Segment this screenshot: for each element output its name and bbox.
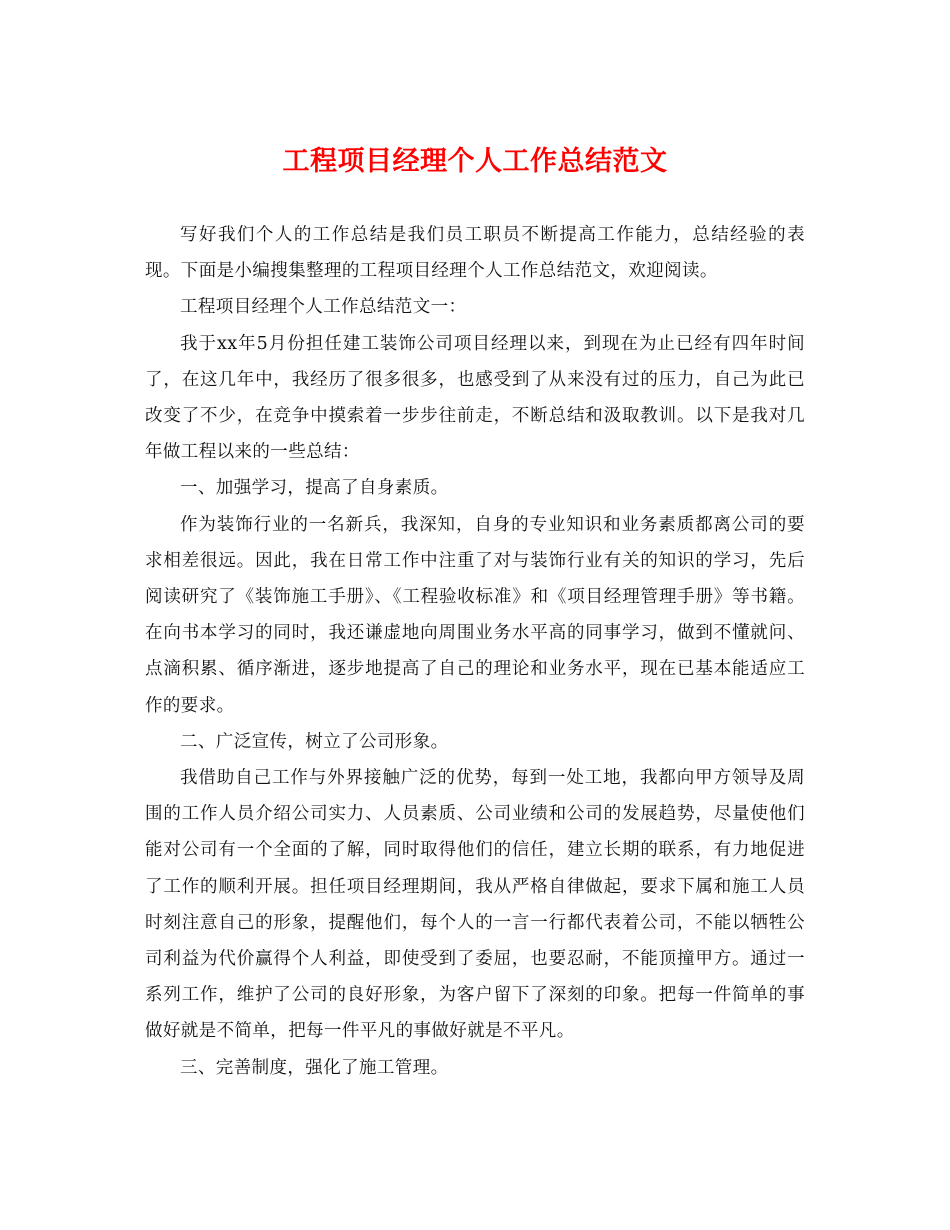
section-heading-2: 二、广泛宣传，树立了公司形象。 [180,731,449,752]
paragraph-heading-sample-one: 工程项目经理个人工作总结范文一： [180,297,467,318]
document-body [145,217,805,1086]
paragraph-intro: 写好我们个人的工作总结是我们员工职员不断提高工作能力，总结经验的表现。下面是小编搜集整理的工程项目经理个人工作总结范文，欢迎阅读。 [145,225,805,282]
paragraph-section-1: 作为装饰行业的一名新兵，我深知，自身的专业知识和业务素质都离公司的要求相差很远。因此，我在日常工作中注重了对与装饰行业有关的知识的学习，先后阅读研究了《装饰施工手册》、《工程验收标准》和《项目经理管理手册》等书籍。在向书本学习的同时，我还谦虚地向周围业务水平高的同事学习，做到不懂就问、点滴积累、循序渐进，逐步地提高了自己的理论和业务水平，现在已基本能适应工作的要求。 [145,514,805,716]
section-heading-1: 一、加强学习，提高了自身素质。 [180,478,449,499]
paragraph-section-2: 我借助自己工作与外界接触广泛的优势，每到一处工地，我都向甲方领导及周围的工作人员介绍公司实力、人员素质、公司业绩和公司的发展趋势，尽量使他们能对公司有一个全面的了解，同时取得他们的信任，建立长期的联系，有力地促进了工作的顺利开展。担任项目经理期间，我从严格自律做起，要求下属和施工人员时刻注意自己的形象，提醒他们，每个人的一言一行都代表着公司，不能以牺牲公司利益为代价赢得个人利益，即使受到了委屈，也要忍耐，不能顶撞甲方。通过一系列工作，维护了公司的良好形象，为客户留下了深刻的印象。把每一件简单的事做好就是不简单，把每一件平凡的事做好就是不平凡。 [145,768,805,1042]
section-heading-3: 三、完善制度，强化了施工管理。 [180,1057,449,1078]
document-title: 工程项目经理个人工作总结范文 [282,146,668,177]
paragraph-background: 我于xx年5月份担任建工装饰公司项目经理以来，到现在为止已经有四年时间了，在这几年中，我经历了很多很多，也感受到了从来没有过的压力，自己为此已改变了不少，在竞争中摸索着一步步往前走，不断总结和汲取教训。以下是我对几年做工程以来的一些总结： [145,333,805,463]
